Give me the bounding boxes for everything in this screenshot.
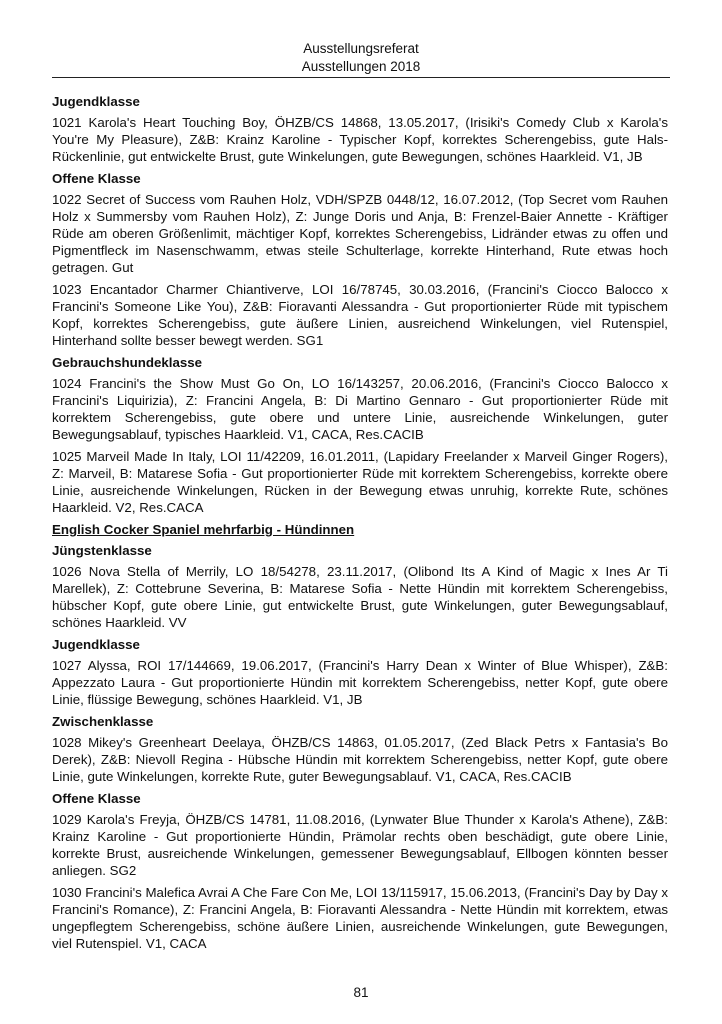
dog-entry: 1024 Francini's the Show Must Go On, LO 16/143257, 20.06.2016, (Francini's Ciocco Balocco x Francini's Liquirizia), Z: Francini Angela, B: Di Martino Gennaro - Gut proportionierter Rüde mit korrektem Scherengebiss, gute obere und untere Linie, ausreichende Winkelungen, guter Bewegungsablauf, typisches Haarkleid. V1, CACA, Res.CACIB xyxy=(52,376,668,442)
dog-entry: 1027 Alyssa, ROI 17/144669, 19.06.2017, (Francini's Harry Dean x Winter of Blue Whisper), Z&B: Appezzato Laura - Gut proportionierte Hündin mit korrektem Scherengebiss, netter Kopf, gute obere Linie, flüssige Bewegung, schönes Haarkleid. V1, JB xyxy=(52,658,668,707)
class-heading: Jugendklasse xyxy=(52,94,140,109)
class-heading: Offene Klasse xyxy=(52,791,141,806)
dog-entry: 1028 Mikey's Greenheart Deelaya, ÖHZB/CS 14863, 01.05.2017, (Zed Black Petrs x Fantasia's Bo Derek), Z&B: Nievoll Regina - Hübsche Hündin mit korrektem Scherengebiss, netter Kopf, gute obere Linie, gute Winkelungen, korrekte Rute, guter Bewegungsablauf. V1, CACA, Res.CACIB xyxy=(52,735,668,784)
dog-entry: 1030 Francini's Malefica Avrai A Che Fare Con Me, LOI 13/115917, 15.06.2013, (Francini's Day by Day x Francini's Romance), Z: Francini Angela, B: Fioravanti Alessandra - Nette Hündin mit korrektem, etwas ungepflegtem Scherengebiss, schöne äußere Linien, ausreichende Winkelungen, gute Bewegungen, viel Rutenspiel. V1, CACA xyxy=(52,885,668,951)
dog-entry: 1023 Encantador Charmer Chiantiverve, LOI 16/78745, 30.03.2016, (Francini's Ciocco Balocco x Francini's Someone Like You), Z&B: Fioravanti Alessandra - Gut proportionierter Rüde mit typischem Kopf, korrektes Scherengebiss, gute äußere Linien, ausreichend Winkelungen, viel Rutenspiel, Hinterhand sollte besser bewegt werden. SG1 xyxy=(52,282,668,348)
page-number: 81 xyxy=(353,985,369,1000)
breed-section-title: English Cocker Spaniel mehrfarbig - Hündinnen xyxy=(52,522,355,537)
class-heading: Jugendklasse xyxy=(52,637,140,652)
dog-entry: 1022 Secret of Success vom Rauhen Holz, VDH/SPZB 0448/12, 16.07.2012, (Top Secret vom Rauhen Holz x Summersby vom Rauhen Holz), Z: Junge Doris und Anja, B: Frenzel-Baier Annette - Kräftiger Rüde am oberen Größenlimit, mächtiger Kopf, korrektes Scherengebiss, Lidränder etwas zu offen und Pigmentfleck im Nasenschwamm, etwas steile Schulterlage, korrekte Hinterhand, Rute etwas hoch getragen. Gut xyxy=(52,192,668,275)
class-heading: Gebrauchshundeklasse xyxy=(52,355,203,370)
dog-entry: 1025 Marveil Made In Italy, LOI 11/42209, 16.01.2011, (Lapidary Freelander x Marveil Ginger Rogers), Z: Marveil, B: Matarese Sofia - Gut proportionierter Rüde mit korrektem Scherengebiss, korrekte obere Linie, ausreichende Winkelungen, Rücken in der Bewegung etwas unruhig, korrekte Rute, schönes Haarkleid. V2, Res.CACA xyxy=(52,449,668,515)
dog-entry: 1026 Nova Stella of Merrily, LO 18/54278, 23.11.2017, (Olibond Its A Kind of Magic x Ines Ar Ti Marellek), Z: Cottebrune Severina, B: Matarese Sofia - Nette Hündin mit korrektem Scherengebiss, hübscher Kopf, gute obere Linie, gut entwickelte Brust, gute Winkelungen, guter Bewegungsablauf, schönes Haarkleid. VV xyxy=(52,564,668,630)
dog-entry: 1021 Karola's Heart Touching Boy, ÖHZB/CS 14868, 13.05.2017, (Irisiki's Comedy Club x Karola's You're My Pleasure), Z&B: Krainz Karoline - Typischer Kopf, korrektes Scherengebiss, gute Hals-Rückenlinie, gut entwickelte Brust, gute Winkelungen, gute Bewegungen, schönes Haarkleid. V1, JB xyxy=(52,115,668,164)
class-heading: Zwischenklasse xyxy=(52,714,154,729)
document-body xyxy=(52,93,668,957)
class-heading: Offene Klasse xyxy=(52,171,141,186)
header-subtitle: Ausstellungen 2018 xyxy=(52,58,670,78)
header-title: Ausstellungsreferat xyxy=(303,41,419,56)
dog-entry: 1029 Karola's Freyja, ÖHZB/CS 14781, 11.08.2016, (Lynwater Blue Thunder x Karola's Athene), Z&B: Krainz Karoline - Gut proportionierte Hündin, Prämolar rechts oben beschädigt, gute obere Linie, korrekte Brust, ausreichende Winkelungen, gemessener Bewegungsablauf, Ellbogen könnten besser anliegen. SG2 xyxy=(52,812,668,878)
page-header xyxy=(52,40,670,78)
class-heading: Jüngstenklasse xyxy=(52,543,152,558)
